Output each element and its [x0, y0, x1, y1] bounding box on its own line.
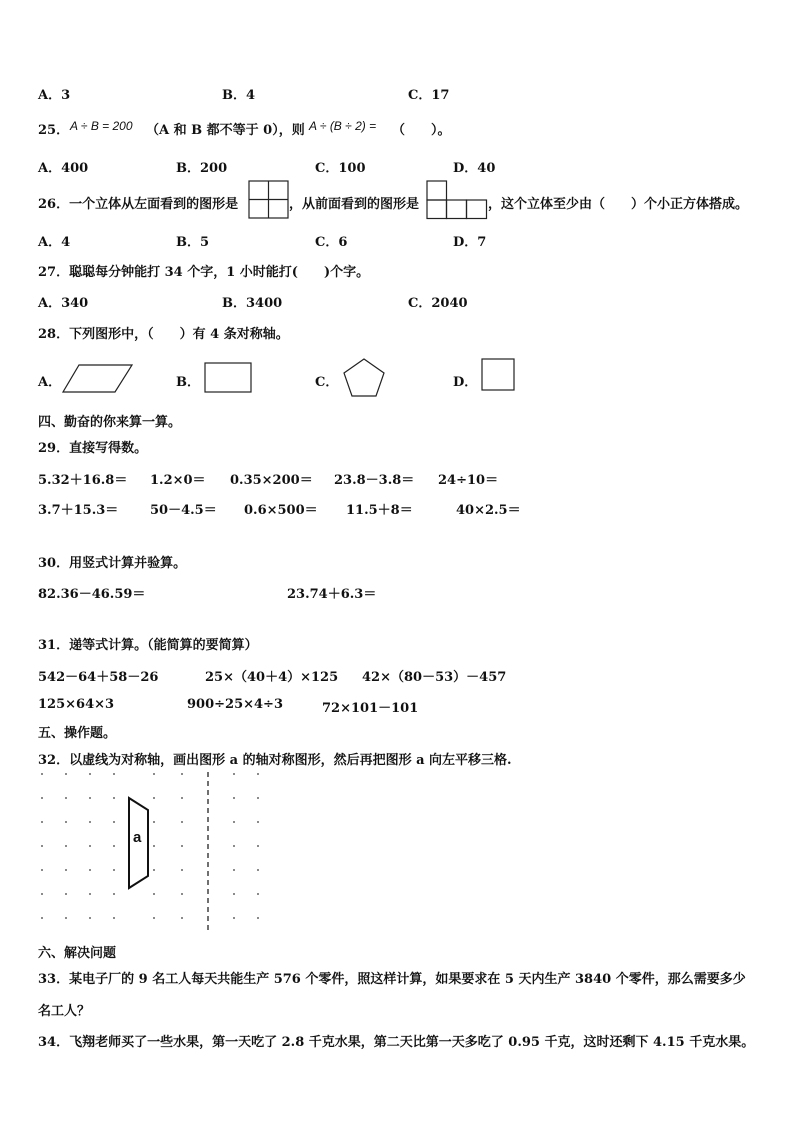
q28-text: 28．下列图形中，（ ）有 4 条对称轴。: [38, 327, 289, 342]
grid-dot: [153, 845, 155, 847]
q30-text: 30．用竖式计算并验算。: [38, 556, 187, 571]
grid-dot: [89, 869, 91, 871]
q30-item-1: 82.36－46.59＝: [38, 587, 146, 602]
q29-r2-c3: 0.6×500＝: [244, 503, 318, 518]
rectangle-shape: [204, 362, 254, 394]
grid-dot: [181, 797, 183, 799]
grid-dot: [181, 845, 183, 847]
grid-dot: [233, 917, 235, 919]
q29-r2-c5: 40×2.5＝: [456, 503, 521, 518]
front-view-figure: [426, 180, 490, 220]
grid-dot: [41, 773, 43, 775]
square-shape: [481, 358, 517, 392]
q25-expression-2: A ÷ (B ÷ 2) =: [309, 119, 377, 133]
grid-dot: [181, 821, 183, 823]
dot-grid-figure: [36, 770, 266, 938]
q28-option-c: C．: [315, 375, 339, 390]
q25-option-d: D．40: [453, 161, 496, 176]
grid-dot: [41, 845, 43, 847]
q29-r2-c1: 3.7＋15.3＝: [38, 503, 119, 518]
grid-dot: [41, 893, 43, 895]
q29-r1-c5: 24÷10＝: [438, 473, 499, 488]
grid-dot: [41, 869, 43, 871]
q31-r2-c3: 72×101－101: [322, 701, 419, 716]
q27-text: 27．聪聪每分钟能打 34 个字，1 小时能打( )个字。: [38, 265, 370, 280]
q26-text-2: ，从前面看到的图形是: [289, 197, 420, 212]
q26-option-c: C．6: [315, 235, 348, 250]
q29-r1-c2: 1.2×0＝: [150, 473, 206, 488]
q25-number: 25．: [38, 123, 70, 138]
pentagon-shape: [343, 358, 387, 398]
q26-text-1: 26．一个立体从左面看到的图形是: [38, 197, 239, 212]
grid-dot: [89, 917, 91, 919]
grid-dot: [257, 797, 259, 799]
grid-dot: [181, 773, 183, 775]
q34-text: 34．飞翔老师买了一些水果，第一天吃了 2.8 千克水果，第二天比第一天多吃了 0.95 千克，这时还剩下 4.15 千克水果。: [38, 1035, 755, 1050]
grid-dot: [153, 893, 155, 895]
q31-text: 31．递等式计算。（能简算的要简算）: [38, 638, 258, 653]
q27-option-c: C．2040: [408, 296, 468, 311]
grid-dot: [113, 773, 115, 775]
left-view-figure: [248, 180, 290, 220]
grid-dot: [257, 845, 259, 847]
q25-blank: （ ）。: [392, 123, 451, 138]
section-6-heading: 六、解决问题: [38, 946, 117, 961]
grid-dot: [65, 917, 67, 919]
q24-option-b: B．4: [222, 88, 256, 103]
grid-dot: [89, 773, 91, 775]
q31-r2-c1: 125×64×3: [38, 697, 115, 712]
grid-dot: [89, 821, 91, 823]
q28-option-d: D．: [453, 375, 478, 390]
q30-item-2: 23.74＋6.3＝: [287, 587, 377, 602]
q29-r1-c1: 5.32＋16.8＝: [38, 473, 128, 488]
grid-dot: [65, 893, 67, 895]
grid-dot: [153, 869, 155, 871]
grid-dot: [257, 773, 259, 775]
q28-option-b: B．: [176, 375, 200, 390]
grid-dot: [41, 917, 43, 919]
grid-dot: [153, 917, 155, 919]
parallelogram-shape: [62, 364, 134, 394]
grid-dot: [257, 893, 259, 895]
section-4-heading: 四、勤奋的你来算一算。: [38, 415, 182, 430]
q29-r1-c3: 0.35×200＝: [230, 473, 313, 488]
q25-option-b: B．200: [176, 161, 228, 176]
grid-dot: [233, 869, 235, 871]
q31-r1-c3: 42×（80－53）－457: [362, 670, 507, 685]
grid-dot: [65, 845, 67, 847]
q25-expression: A ÷ B = 200: [70, 119, 133, 133]
q26-option-d: D．7: [453, 235, 487, 250]
grid-dot: [257, 869, 259, 871]
q25-option-a: A．400: [38, 161, 89, 176]
grid-dot: [113, 893, 115, 895]
grid-dot: [233, 797, 235, 799]
q28-option-a: A．: [38, 375, 62, 390]
grid-dot: [65, 773, 67, 775]
q27-option-b: B．3400: [222, 296, 283, 311]
q29-text: 29．直接写得数。: [38, 441, 148, 456]
grid-dot: [113, 797, 115, 799]
q29-r2-c4: 11.5＋8＝: [346, 503, 413, 518]
grid-dot: [65, 821, 67, 823]
grid-dot: [113, 845, 115, 847]
grid-dot: [181, 917, 183, 919]
q29-r2-c2: 50－4.5＝: [150, 503, 217, 518]
grid-dot: [89, 893, 91, 895]
q29-r1-c4: 23.8－3.8＝: [334, 473, 415, 488]
grid-dot: [233, 773, 235, 775]
shape-a-label: a: [133, 829, 142, 846]
q25-condition: （A 和 B 都不等于 0），则: [146, 123, 305, 138]
q26-option-a: A．4: [38, 235, 71, 250]
q24-option-c: C．17: [408, 88, 450, 103]
grid-dot: [181, 869, 183, 871]
q24-option-a: A．3: [38, 88, 71, 103]
grid-dot: [113, 821, 115, 823]
q26-option-b: B．5: [176, 235, 210, 250]
grid-dot: [233, 893, 235, 895]
q31-r1-c1: 542－64＋58－26: [38, 670, 159, 685]
q32-text: 32．以虚线为对称轴，画出图形 a 的轴对称图形，然后再把图形 a 向左平移三格.: [38, 753, 512, 768]
q26-text-3: ，这个立体至少由（ ）个小正方体搭成。: [488, 197, 749, 212]
grid-dot: [153, 797, 155, 799]
grid-dot: [89, 797, 91, 799]
q31-r1-c2: 25×（40＋4）×125: [205, 670, 339, 685]
grid-dot: [181, 893, 183, 895]
grid-dot: [65, 869, 67, 871]
grid-dot: [153, 773, 155, 775]
q33-text-line-2: 名工人？: [38, 1004, 91, 1019]
q27-option-a: A．340: [38, 296, 89, 311]
grid-dot: [153, 821, 155, 823]
grid-dot: [257, 917, 259, 919]
section-5-heading: 五、操作题。: [38, 726, 117, 741]
grid-dot: [233, 845, 235, 847]
grid-dot: [113, 917, 115, 919]
grid-dot: [41, 797, 43, 799]
q33-text-line-1: 33．某电子厂的 9 名工人每天共能生产 576 个零件，照这样计算，如果要求在 5 天内生产 3840 个零件，那么需要多少: [38, 972, 746, 987]
q31-r2-c2: 900÷25×4÷3: [187, 697, 283, 712]
q25-option-c: C．100: [315, 161, 366, 176]
grid-dot: [41, 821, 43, 823]
grid-dot: [233, 821, 235, 823]
grid-dot: [113, 869, 115, 871]
grid-dots: [41, 773, 259, 919]
grid-dot: [257, 821, 259, 823]
grid-dot: [65, 797, 67, 799]
grid-dot: [89, 845, 91, 847]
